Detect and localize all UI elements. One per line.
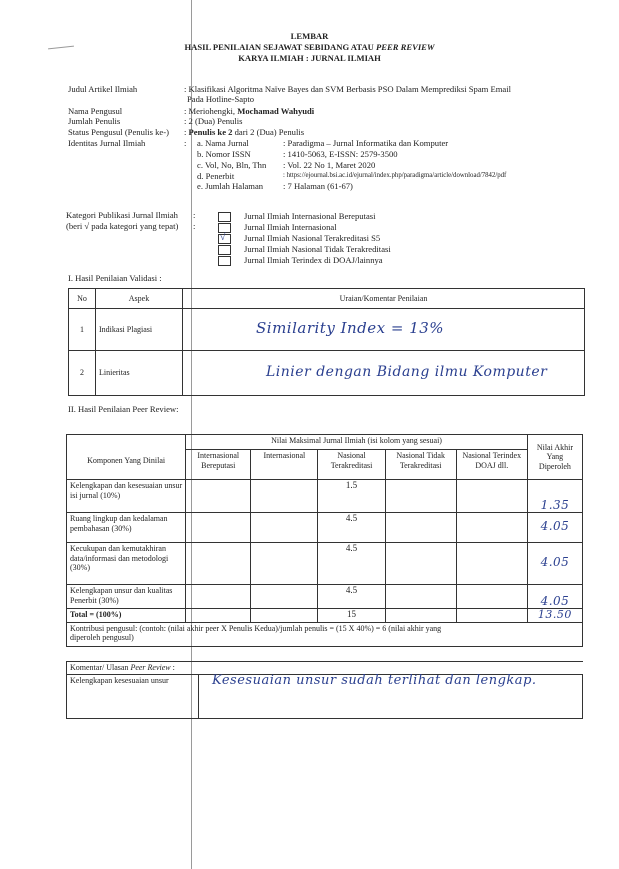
peer-total-akhir-cell[interactable] <box>527 609 582 623</box>
nama-value <box>184 106 314 117</box>
validasi-komentar: Similarity Index = 13% <box>256 318 445 337</box>
peer-sub-head: Internasional Bereputasi <box>186 450 251 480</box>
peer-nilai: 4.5 <box>318 513 385 543</box>
title-karya: KARYA ILMIAH : JURNAL ILMIAH <box>238 53 381 63</box>
identitas-key-b: b. Nomor ISSN <box>197 149 251 159</box>
peer-akhir: 4.05 <box>540 519 570 534</box>
identitas-key-d: d. Penerbit <box>197 171 235 181</box>
peer-cell-empty <box>385 609 456 623</box>
peer-table <box>66 434 583 647</box>
identitas-val-a: : Paradigma – Jurnal Informatika dan Komputer <box>283 138 449 148</box>
checkbox-nasional-tidak-terakreditasi[interactable] <box>218 245 231 255</box>
validasi-table <box>68 288 585 396</box>
judul-value-2: Pada Hotline-Sapto <box>187 94 255 104</box>
komentar-table <box>66 661 583 719</box>
identitas-val-e: : 7 Halaman (61-67) <box>283 181 353 191</box>
identitas-key-c: c. Vol, No, Bln, Thn <box>197 160 267 170</box>
peer-kontribusi <box>67 622 583 646</box>
peer-cell-empty <box>456 543 527 585</box>
nama-value-b: Mochamad Wahyudi <box>237 106 315 116</box>
nama-value-a: : Meriohengki, <box>184 106 238 116</box>
table-row-kontribusi <box>67 622 583 646</box>
peer-cell-empty <box>385 585 456 609</box>
peer-total-label: Total = (100%) <box>67 609 186 623</box>
kategori-option-3: Jurnal Ilmiah Nasional Terakreditasi S5 <box>244 233 381 243</box>
peer-nilai: 4.5 <box>318 585 385 609</box>
peer-sub-head: Nasional Terakreditasi <box>318 450 385 480</box>
kategori-option-2: Jurnal Ilmiah Internasional <box>244 222 337 232</box>
validasi-komentar: Linier dengan Bidang ilmu Komputer <box>266 363 548 380</box>
identitas-colon: : <box>184 138 187 148</box>
judul-value-1: : Klasifikasi Algoritma Naïve Bayes dan SVM Berbasis PSO Dalam Memprediksi Spam Email <box>184 84 511 94</box>
jumlah-label: Jumlah Penulis <box>68 116 121 126</box>
validasi-komentar-cell[interactable] <box>183 309 585 351</box>
komentar-title-c: : <box>170 663 175 672</box>
peer-cell-empty <box>186 513 251 543</box>
table-row <box>69 309 585 351</box>
identitas-val-c: : Vol. 22 No 1, Maret 2020 <box>283 160 376 170</box>
peer-nilai: 1.5 <box>318 480 385 513</box>
kategori-option-4: Jurnal Ilmiah Nasional Tidak Terakreditasi <box>244 244 391 254</box>
jumlah-value: : 2 (Dua) Penulis <box>184 116 243 126</box>
nama-label: Nama Pengusul <box>68 106 123 116</box>
kontribusi-line-1: Kontribusi pengusul: (contoh: (nilai akhir peer X Penulis Kedua)/jumlah penulis = (15 X 40%) = 6 (nilai akhir yang <box>70 623 442 633</box>
table-row <box>67 513 583 543</box>
peer-cell-empty <box>251 585 318 609</box>
peer-head-komponen: Komponen Yang Dinilai <box>67 435 186 480</box>
peer-cell-empty <box>456 513 527 543</box>
status-label: Status Pengusul (Penulis ke-) <box>68 127 169 137</box>
kelengkapan-label: Kelengkapan kesesuaian unsur <box>67 674 199 718</box>
validasi-aspek: Indikasi Plagiasi <box>96 309 183 351</box>
peer-cell-empty <box>251 513 318 543</box>
kategori-colon-2: : <box>193 221 196 231</box>
kategori-label-2: (beri √ pada kategori yang tepat) <box>66 221 179 231</box>
komentar-title-b: Peer Review <box>130 663 171 672</box>
peer-akhir-cell[interactable] <box>527 543 582 585</box>
identitas-val-d: : https://ejournal.bsi.ac.id/ejurnal/index.php/paradigma/article/download/7842/pdf <box>283 172 507 179</box>
title-hasil <box>0 42 619 53</box>
checkbox-terindex-doaj[interactable] <box>218 256 231 266</box>
peer-cell-empty <box>385 543 456 585</box>
status-value <box>184 127 304 138</box>
kontribusi-line-2: diperoleh pengusul) <box>70 633 134 642</box>
peer-total-akhir: 13.50 <box>537 608 572 621</box>
kategori-label-1: Kategori Publikasi Jurnal Ilmiah <box>66 210 178 220</box>
peer-head-akhir: Nilai Akhir Yang Diperoleh <box>527 435 582 480</box>
validasi-head-aspek: Aspek <box>96 289 183 309</box>
peer-akhir: 4.05 <box>540 593 570 608</box>
identitas-key-e: e. Jumlah Halaman <box>197 181 264 191</box>
status-value-a: : <box>184 127 189 137</box>
title-lembar: LEMBAR <box>290 31 329 41</box>
peer-cell-empty <box>251 609 318 623</box>
peer-cell-empty <box>186 480 251 513</box>
peer-cell-empty <box>186 585 251 609</box>
peer-akhir: 1.35 <box>540 497 570 512</box>
validasi-head-uraian: Uraian/Komentar Penilaian <box>183 289 585 309</box>
status-value-b: Penulis ke 2 <box>188 127 233 137</box>
status-value-c: dari 2 (Dua) Penulis <box>232 127 305 137</box>
identitas-key-a: a. Nama Jurnal <box>197 138 249 148</box>
peer-nilai: 4.5 <box>318 543 385 585</box>
check-mark-icon: √ <box>220 232 226 243</box>
peer-total-nilai: 15 <box>318 609 385 623</box>
peer-akhir-cell[interactable] <box>527 585 582 609</box>
judul-label: Judul Artikel Ilmiah <box>68 84 138 94</box>
kelengkapan-komentar-cell[interactable] <box>199 674 583 718</box>
table-row <box>67 674 583 718</box>
table-row <box>67 585 583 609</box>
table-row-total <box>67 609 583 623</box>
peer-komponen: Kecukupan dan kemutakhiran data/informasi dan metodologi (30%) <box>67 543 186 585</box>
peer-sub-head: Internasional <box>251 450 318 480</box>
peer-cell-empty <box>456 609 527 623</box>
peer-cell-empty <box>385 480 456 513</box>
kategori-option-5: Jurnal Ilmiah Terindex di DOAJ/lainnya <box>244 255 383 265</box>
kategori-colon-1: : <box>193 210 196 220</box>
peer-sub-head: Nasional Tidak Terakreditasi <box>385 450 456 480</box>
peer-cell-empty <box>251 543 318 585</box>
peer-cell-empty <box>385 513 456 543</box>
peer-akhir-cell[interactable] <box>527 513 582 543</box>
checkbox-nasional-terakreditasi[interactable] <box>218 234 231 244</box>
identitas-val-b: : 1410-5063, E-ISSN: 2579-3500 <box>283 149 398 159</box>
peer-cell-empty <box>186 543 251 585</box>
kelengkapan-komentar: Kesesuaian unsur sudah terlihat dan lengkap. <box>212 672 537 688</box>
validasi-aspek: Linieritas <box>96 351 183 396</box>
peer-cell-empty <box>456 480 527 513</box>
validasi-title: I. Hasil Penilaian Validasi : <box>68 273 162 283</box>
title-hasil-text: HASIL PENILAIAN SEJAWAT SEBIDANG ATAU <box>184 42 377 52</box>
peer-komponen: Ruang lingkup dan kedalaman pembahasan (30%) <box>67 513 186 543</box>
title-peer-review: PEER REVIEW <box>376 42 435 52</box>
table-row <box>67 543 583 585</box>
table-row <box>67 480 583 513</box>
peer-title: II. Hasil Penilaian Peer Review: <box>68 404 179 414</box>
peer-head-max: Nilai Maksimal Jurnal Ilmiah (isi kolom yang sesuai) <box>186 435 528 450</box>
peer-cell-empty <box>251 480 318 513</box>
peer-cell-empty <box>186 609 251 623</box>
peer-akhir: 4.05 <box>540 555 570 570</box>
peer-sub-head: Nasional Terindex DOAJ dll. <box>456 450 527 480</box>
peer-cell-empty <box>456 585 527 609</box>
validasi-no: 2 <box>69 351 96 396</box>
validasi-komentar-cell[interactable] <box>183 351 585 396</box>
checkbox-internasional-bereputasi[interactable] <box>218 212 231 222</box>
peer-komponen: Kelengkapan unsur dan kualitas Penerbit (30%) <box>67 585 186 609</box>
validasi-no: 1 <box>69 309 96 351</box>
kategori-option-1: Jurnal Ilmiah Internasional Bereputasi <box>244 211 376 221</box>
peer-komponen: Kelengkapan dan kesesuaian unsur isi jurnal (10%) <box>67 480 186 513</box>
identitas-label: Identitas Jurnal Ilmiah <box>68 138 146 148</box>
validasi-head-no: No <box>69 289 96 309</box>
peer-akhir-cell[interactable] <box>527 480 582 513</box>
table-row <box>69 351 585 396</box>
komentar-title-a: Komentar/ Ulasan <box>70 663 131 672</box>
